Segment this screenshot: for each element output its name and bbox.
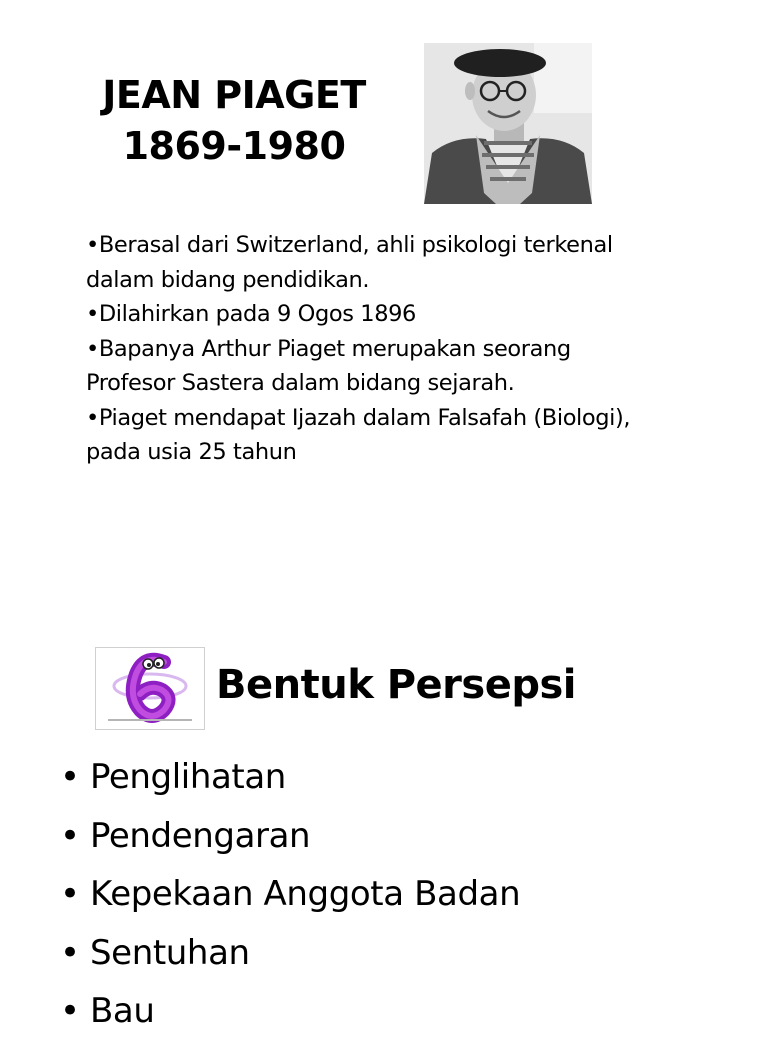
- bio-line: •Piaget mendapat Ijazah dalam Falsafah (Biologi),: [86, 404, 631, 431]
- list-item: [60, 807, 720, 866]
- slide-bentuk-persepsi: [0, 560, 768, 1031]
- perception-list: [60, 748, 720, 1041]
- bio-line: pada usia 25 tahun: [86, 439, 297, 465]
- list-item: [60, 982, 720, 1041]
- list-item-label: Pendengaran: [90, 815, 311, 856]
- bullet: •: [60, 874, 80, 914]
- portrait-photo: [424, 43, 592, 204]
- list-item: [60, 865, 720, 924]
- list-item: [60, 924, 720, 983]
- number-six-icon: [95, 647, 205, 730]
- title-name: JEAN PIAGET: [102, 73, 366, 117]
- list-item-label: Kepekaan Anggota Badan: [90, 874, 521, 914]
- bullet: •: [60, 815, 80, 856]
- bullet: •: [60, 991, 80, 1031]
- bio-line: dalam bidang pendidikan.: [86, 266, 370, 293]
- list-item-label: Penglihatan: [90, 757, 286, 797]
- slide-title: [74, 70, 394, 172]
- list-item: [60, 748, 720, 807]
- bullet: •: [60, 932, 80, 973]
- list-item-label: Sentuhan: [90, 932, 250, 973]
- bullet: •: [60, 757, 80, 797]
- list-item-label: Bau: [90, 991, 155, 1031]
- title-years: 1869-1980: [122, 124, 346, 168]
- bio-line: Profesor Sastera dalam bidang sejarah.: [86, 370, 515, 396]
- bio-text: [86, 228, 686, 470]
- slide-title: Bentuk Persepsi: [216, 662, 576, 708]
- bio-line: •Dilahirkan pada 9 Ogos 1896: [86, 301, 416, 327]
- bio-line: •Berasal dari Switzerland, ahli psikologi terkenal: [86, 232, 613, 258]
- bio-line: •Bapanya Arthur Piaget merupakan seorang: [86, 335, 571, 362]
